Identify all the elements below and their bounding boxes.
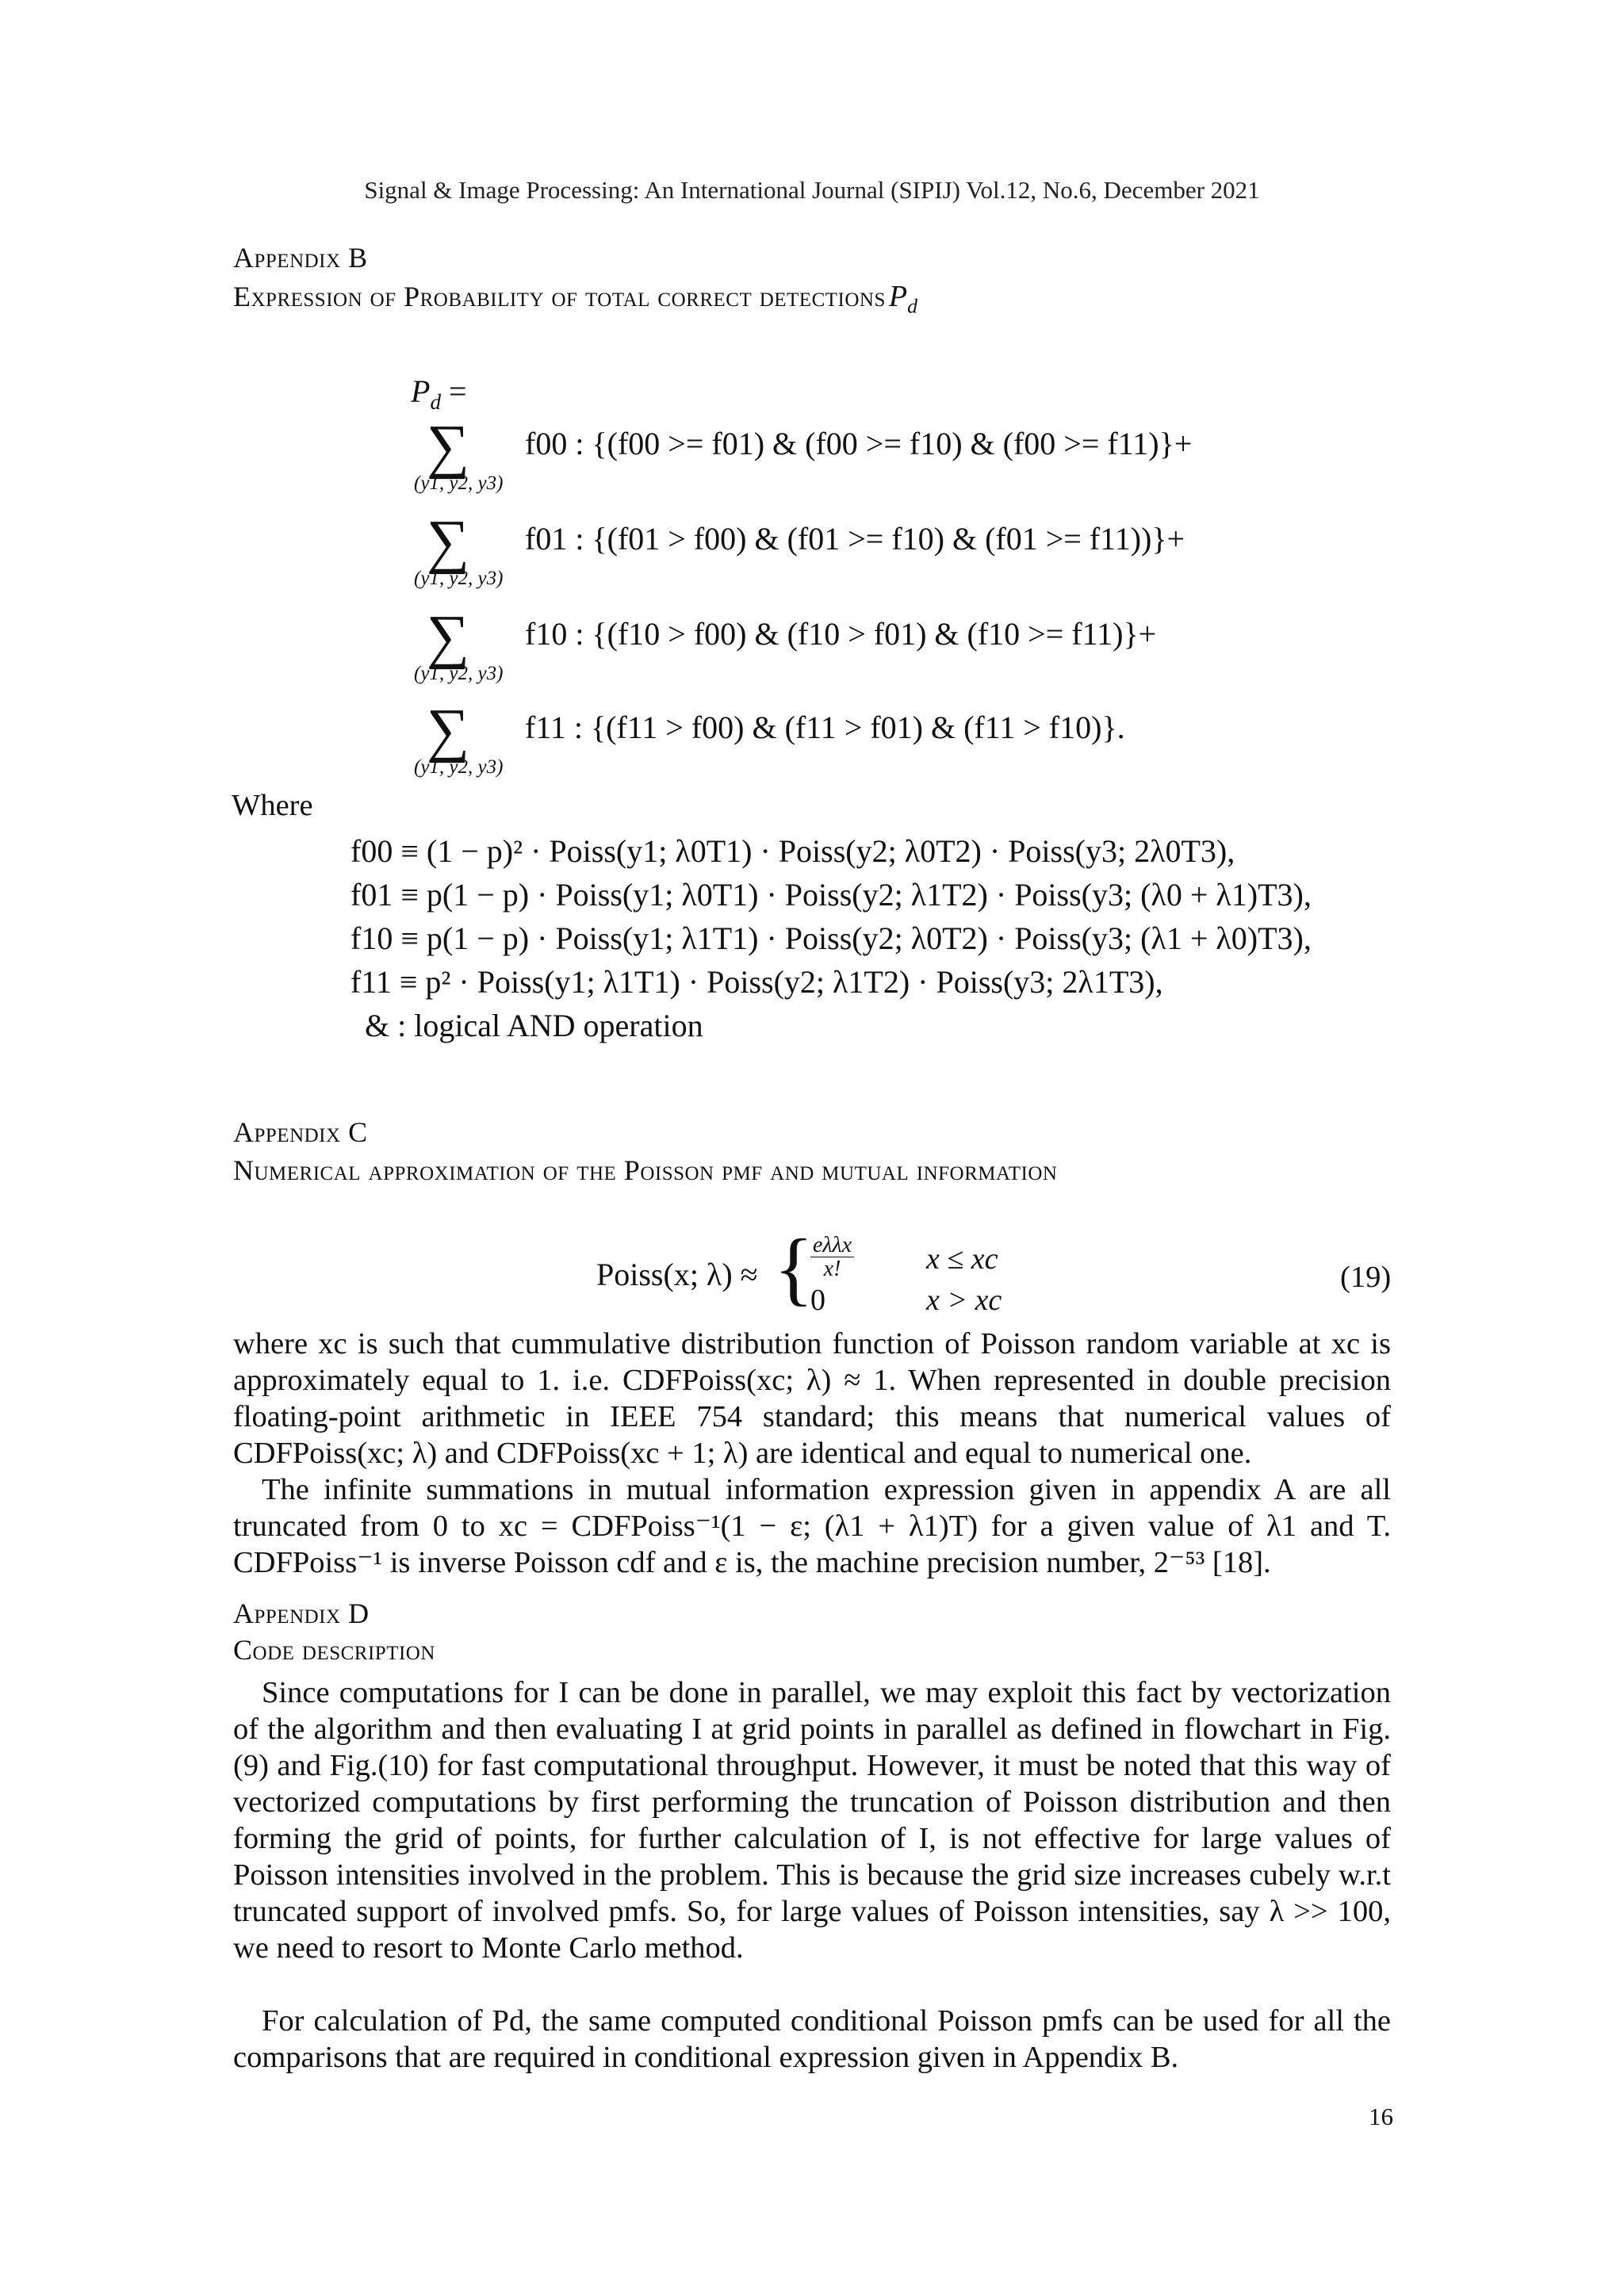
sum-index: (y1, y2, y3) xyxy=(414,756,504,778)
eq19-case1-value: $\frac{\text{eλλx}}{x!}$ xyxy=(810,1234,854,1281)
pd-term: f10 : {(f10 > f00) & (f10 > f01) & (f10 >= f11)}+ xyxy=(525,616,1157,652)
eq19-lhs: Poiss(x; λ) ≈ xyxy=(596,1257,758,1292)
page-number: 16 xyxy=(1369,2103,1393,2130)
pd-term: f01 : {(f01 > f00) & (f01 >= f10) & (f01 >= f11))}+ xyxy=(525,521,1185,557)
paragraph-d1: Since computations for I can be done in parallel, we may exploit this fact by vectorization of the algorithm and then evaluating I at grid points in parallel as defined in flowchart in Fig.(9) and Fig.(10) for fast computational throughput. However, it must be noted that this way of vectorized computations by first performing the truncation of Poisson distribution and then forming the grid of points, for further calculation of I, is not effective for large values of Poisson intensities involved in the problem. This is because the grid size increases cubely w.r.t truncated support of involved pmfs. So, for large values of Poisson intensities, say λ >> 100, we need to resort to Monte Carlo method. xyxy=(233,1676,1391,1965)
eq19-case1-condition: x ≤ xc xyxy=(926,1242,998,1276)
where-label: Where xyxy=(232,789,313,822)
appendix-b-title-symbol: $P_d$ xyxy=(888,280,918,318)
appendix-c-label: Appendix C xyxy=(233,1116,368,1148)
sum-symbol: ∑ xyxy=(426,697,470,763)
eq19-brace: { xyxy=(774,1223,814,1314)
pd-term: f11 : {(f11 > f00) & (f11 > f01) & (f11 > f10)}. xyxy=(525,710,1125,745)
appendix-d-title: Code description xyxy=(233,1634,435,1666)
appendix-b-title xyxy=(233,279,918,318)
definition-f00: f00 ≡ (1 − p)² · Poiss(y1; λ0T1) · Poiss(y2; λ0T2) · Poiss(y3; 2λ0T3), xyxy=(350,833,1235,869)
and-note: : logical AND operation xyxy=(397,1008,703,1043)
sum-index: (y1, y2, y3) xyxy=(414,568,504,589)
definition-f11: f11 ≡ p² · Poiss(y1; λ1T1) · Poiss(y2; λ1T2) · Poiss(y3; 2λ1T3), xyxy=(350,964,1163,1000)
paragraph-d2: For calculation of Pd, the same computed conditional Poisson pmfs can be used for all the comparisons that are required in conditional expression given in Appendix B. xyxy=(233,2004,1391,2074)
sum-symbol: ∑ xyxy=(426,603,470,670)
paragraph-c1: where xc is such that cummulative distribution function of Poisson random variable at xc is approximately equal to 1. i.e. CDFPoiss(xc; λ) ≈ 1. When represented in double precision floating-point arithmetic in IEEE 754 standard; this means that numerical values of CDFPoiss(xc; λ) and CDFPoiss(xc + 1; λ) are identical and equal to numerical one. xyxy=(233,1327,1391,1470)
definition-f10: f10 ≡ p(1 − p) · Poiss(y1; λ1T1) · Poiss(y2; λ0T2) · Poiss(y3; (λ1 + λ0)T3), xyxy=(350,920,1312,956)
sum-index: (y1, y2, y3) xyxy=(414,663,504,684)
sum-symbol: ∑ xyxy=(426,508,470,575)
sum-index: (y1, y2, y3) xyxy=(414,473,504,494)
appendix-b-title-text: Expression of Probability of total correct detections xyxy=(233,281,886,312)
appendix-b-label: Appendix B xyxy=(233,242,368,274)
definition-f01: f01 ≡ p(1 − p) · Poiss(y1; λ0T1) · Poiss(y2; λ1T2) · Poiss(y3; (λ0 + λ1)T3), xyxy=(350,877,1312,913)
journal-header: Signal & Image Processing: An International Journal (SIPIJ) Vol.12, No.6, December 2021 xyxy=(364,176,1260,204)
appendix-c-title: Numerical approximation of the Poisson pmf and mutual information xyxy=(233,1154,1058,1186)
and-symbol: & xyxy=(365,1008,390,1043)
eq19-case2-value: 0 xyxy=(810,1284,825,1317)
paragraph-c2: The infinite summations in mutual information expression given in appendix A are all truncated from 0 to xc = CDFPoiss⁻¹(1 − ε; (λ1 + λ1)T) for a given value of λ1 and T. CDFPoiss⁻¹ is inverse Poisson cdf and ε is, the machine precision number, 2⁻⁵³ [18]. xyxy=(233,1473,1391,1579)
pd-term: f00 : {(f00 >= f01) & (f00 >= f10) & (f00 >= f11)}+ xyxy=(525,426,1193,461)
pd-equation-lhs: $P_d$ = xyxy=(411,373,467,414)
eq19-case2-condition: x > xc xyxy=(926,1284,1002,1317)
appendix-d-label: Appendix D xyxy=(233,1598,370,1629)
sum-symbol: ∑ xyxy=(426,413,470,480)
equation-number: (19) xyxy=(1340,1261,1392,1294)
and-definition xyxy=(365,1007,703,1044)
